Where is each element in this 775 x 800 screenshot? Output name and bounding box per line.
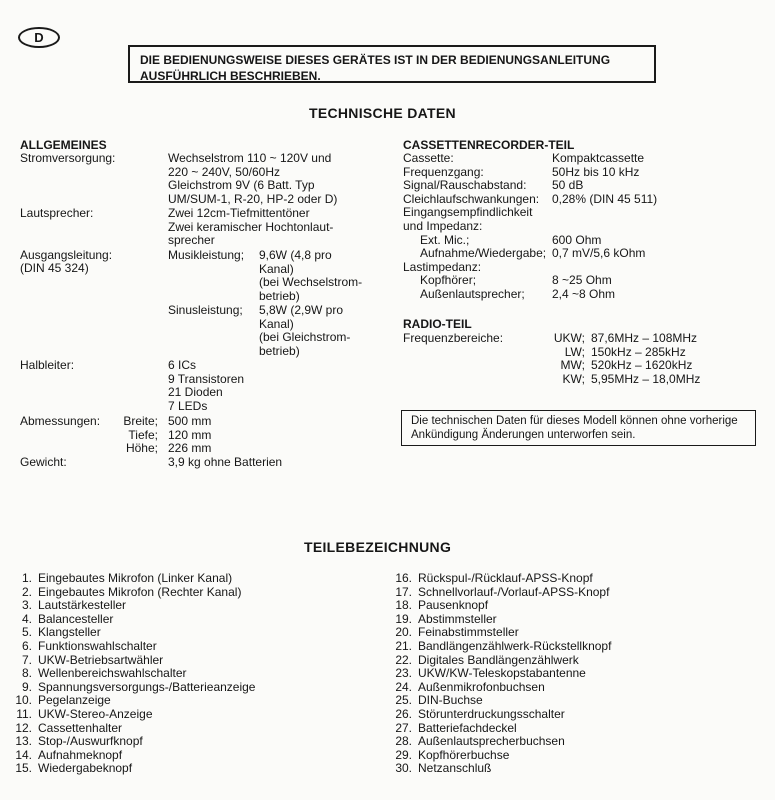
part-number: 17. [395,584,412,599]
part-label: Bandlängenzählwerk-Rückstellknopf [418,638,612,653]
part-item [390,626,611,640]
part-number: 15. [15,761,32,776]
sine-values: 5,8W (2,9W pro Kanal) (bei Gleichstrom- betrieb) [259,303,351,358]
page-title: TECHNISCHE DATEN [309,105,456,121]
part-item [390,640,611,654]
part-item [390,681,611,695]
part-number: 11. [16,706,32,721]
part-label: Klangsteller [38,625,101,640]
part-label: Kopfhörerbuchse [418,747,510,762]
part-number: 6. [21,638,32,653]
speaker-label: Lautsprecher: [20,206,94,220]
part-item [10,667,255,681]
part-number: 25. [395,693,412,708]
part-number: 26. [395,706,412,721]
part-item [390,694,611,708]
part-number: 27. [395,720,412,735]
part-number: 28. [395,734,412,749]
part-label: Spannungsversorgungs-/Batterieanzeige [38,679,256,694]
music-label: Musikleistung; [168,248,245,262]
radio-bands: UKW; LW; MW; KW; [553,331,585,386]
part-number: 2. [21,584,32,599]
part-number: 18. [395,598,412,613]
part-label: Lautstärkesteller [38,598,127,613]
general-heading: ALLGEMEINES [20,138,107,152]
part-number: 19. [395,611,412,626]
cassette-labels: Cassette: Frequenzgang: Signal/Rauschabstand: Cleichlaufschwankungen: Eingangsempfindlichkeit und Impedanz: Ext. Mic.; Aufnahme/Wiedergabe; Lastimpedanz: Kopfhörer; Außenlautsprecher; [403,151,547,301]
dimensions-label: Abmessungen: [20,414,101,428]
part-number: 23. [395,666,412,681]
part-label: Feinabstimmsteller [418,625,519,640]
part-number: 9. [21,679,32,694]
part-item [390,722,611,736]
output-label: Ausgangsleitung: [20,248,113,262]
language-badge: D [18,27,60,48]
part-number: 14. [15,747,32,762]
part-label: UKW/KW-Teleskopstabantenne [418,666,586,681]
part-item [390,572,611,586]
parts-title: TEILEBEZEICHNUNG [304,539,452,555]
part-item [390,599,611,613]
part-item [390,667,611,681]
part-number: 3. [21,598,32,613]
part-number: 16. [395,571,412,585]
cassette-values: Kompaktcassette 50Hz bis 10 kHz 50 dB 0,28% (DIN 45 511) 600 Ohm 0,7 mV/5,6 kOhm 8 ~25 Ohm 2,4 ~8 Ohm [552,151,658,301]
part-label: Digitales Bandlängenzählwerk [418,652,579,667]
part-item [10,640,255,654]
weight-value: 3,9 kg ohne Batterien [168,455,283,469]
part-label: UKW-Betriebsartwähler [38,652,164,667]
part-number: 4. [21,611,32,626]
notice-box: DIE BEDIENUNGSWEISE DIESES GERÄTES IST IN DER BEDIENUNGSANLEITUNG AUSFÜHRLICH BESCHRIEBEN. [128,45,656,83]
sine-label: Sinusleistung; [168,303,243,317]
part-label: Wellenbereichswahlschalter [38,666,187,681]
part-number: 10. [15,693,32,708]
part-label: Aufnahmeknopf [38,747,123,762]
part-label: Balancesteller [38,611,114,626]
part-label: Pausenknopf [418,598,489,613]
part-item [10,599,255,613]
part-label: Störunterdruckungsschalter [418,706,565,721]
part-item [10,681,255,695]
part-number: 24. [395,679,412,694]
part-item [390,749,611,763]
part-label: Funktionswahlschalter [38,638,157,653]
part-label: Eingebautes Mikrofon (Rechter Kanal) [38,584,242,599]
part-item [10,613,255,627]
weight-label: Gewicht: [20,455,67,469]
parts-list-left [10,572,255,776]
part-number: 13. [15,734,32,749]
part-label: DIN-Buchse [418,693,483,708]
part-item [390,708,611,722]
part-item [390,613,611,627]
music-values: 9,6W (4,8 pro Kanal) (bei Wechselstrom- betrieb) [259,248,363,303]
parts-list-right [390,572,611,776]
part-number: 22. [395,652,412,667]
part-label: Rückspul-/Rücklauf-APSS-Knopf [418,571,593,585]
part-label: Batteriefachdeckel [418,720,517,735]
part-label: Stop-/Auswurfknopf [38,734,143,749]
part-label: Eingebautes Mikrofon (Linker Kanal) [38,571,233,585]
radio-label: Frequenzbereiche: [403,331,504,345]
part-item [10,722,255,736]
part-item [390,735,611,749]
power-values: Wechselstrom 110 ~ 120V und 220 ~ 240V, 50/60Hz Gleichstrom 9V (6 Batt. Typ UM/SUM-1, R-20, HP-2 oder D) [168,151,338,206]
part-label: Netzanschluß [418,761,492,776]
radio-heading: RADIO-TEIL [403,317,472,331]
part-label: UKW-Stereo-Anzeige [38,706,153,721]
part-label: Wiedergabeknopf [38,761,133,776]
semiconductor-values: 6 ICs 9 Transistoren 21 Dioden 7 LEDs [168,358,245,413]
part-item [10,654,255,668]
part-number: 5. [21,625,32,640]
speaker-values: Zwei 12cm-Tiefmittentöner Zwei keramischer Hochtonlaut- sprecher [168,206,334,248]
part-item [10,762,255,776]
part-label: Schnellvorlauf-/Vorlauf-APSS-Knopf [418,584,610,599]
part-label: Abstimmsteller [418,611,497,626]
part-item [10,735,255,749]
part-number: 29. [395,747,412,762]
dimension-names: Breite; Tiefe; Höhe; [123,414,158,456]
part-item [10,586,255,600]
part-number: 21. [395,638,412,653]
part-number: 30. [395,761,412,776]
power-label: Stromversorgung: [20,151,116,165]
part-item [10,749,255,763]
part-item [10,626,255,640]
part-label: Cassettenhalter [38,720,123,735]
part-item [10,694,255,708]
part-number: 7. [21,652,32,667]
part-number: 1. [21,571,32,585]
part-item [390,654,611,668]
part-number: 8. [21,666,32,681]
part-label: Pegelanzeige [38,693,111,708]
part-item [10,572,255,586]
part-item [10,708,255,722]
output-norm: (DIN 45 324) [20,261,89,275]
part-label: Außenmikrofonbuchsen [418,679,545,694]
part-number: 20. [395,625,412,640]
part-item [390,586,611,600]
cassette-heading: CASSETTENRECORDER-TEIL [403,138,575,152]
dimension-values: 500 mm 120 mm 226 mm [168,414,212,456]
disclaimer-box: Die technischen Daten für dieses Modell können ohne vorherige Ankündigung Änderungen unterworfen sein. [401,410,756,446]
part-item [390,762,611,776]
semiconductor-label: Halbleiter: [20,358,75,372]
part-label: Außenlautsprecherbuchsen [418,734,565,749]
radio-ranges: 87,6MHz – 108MHz 150kHz – 285kHz 520kHz – 1620kHz 5,95MHz – 18,0MHz [591,331,701,386]
part-number: 12. [15,720,32,735]
